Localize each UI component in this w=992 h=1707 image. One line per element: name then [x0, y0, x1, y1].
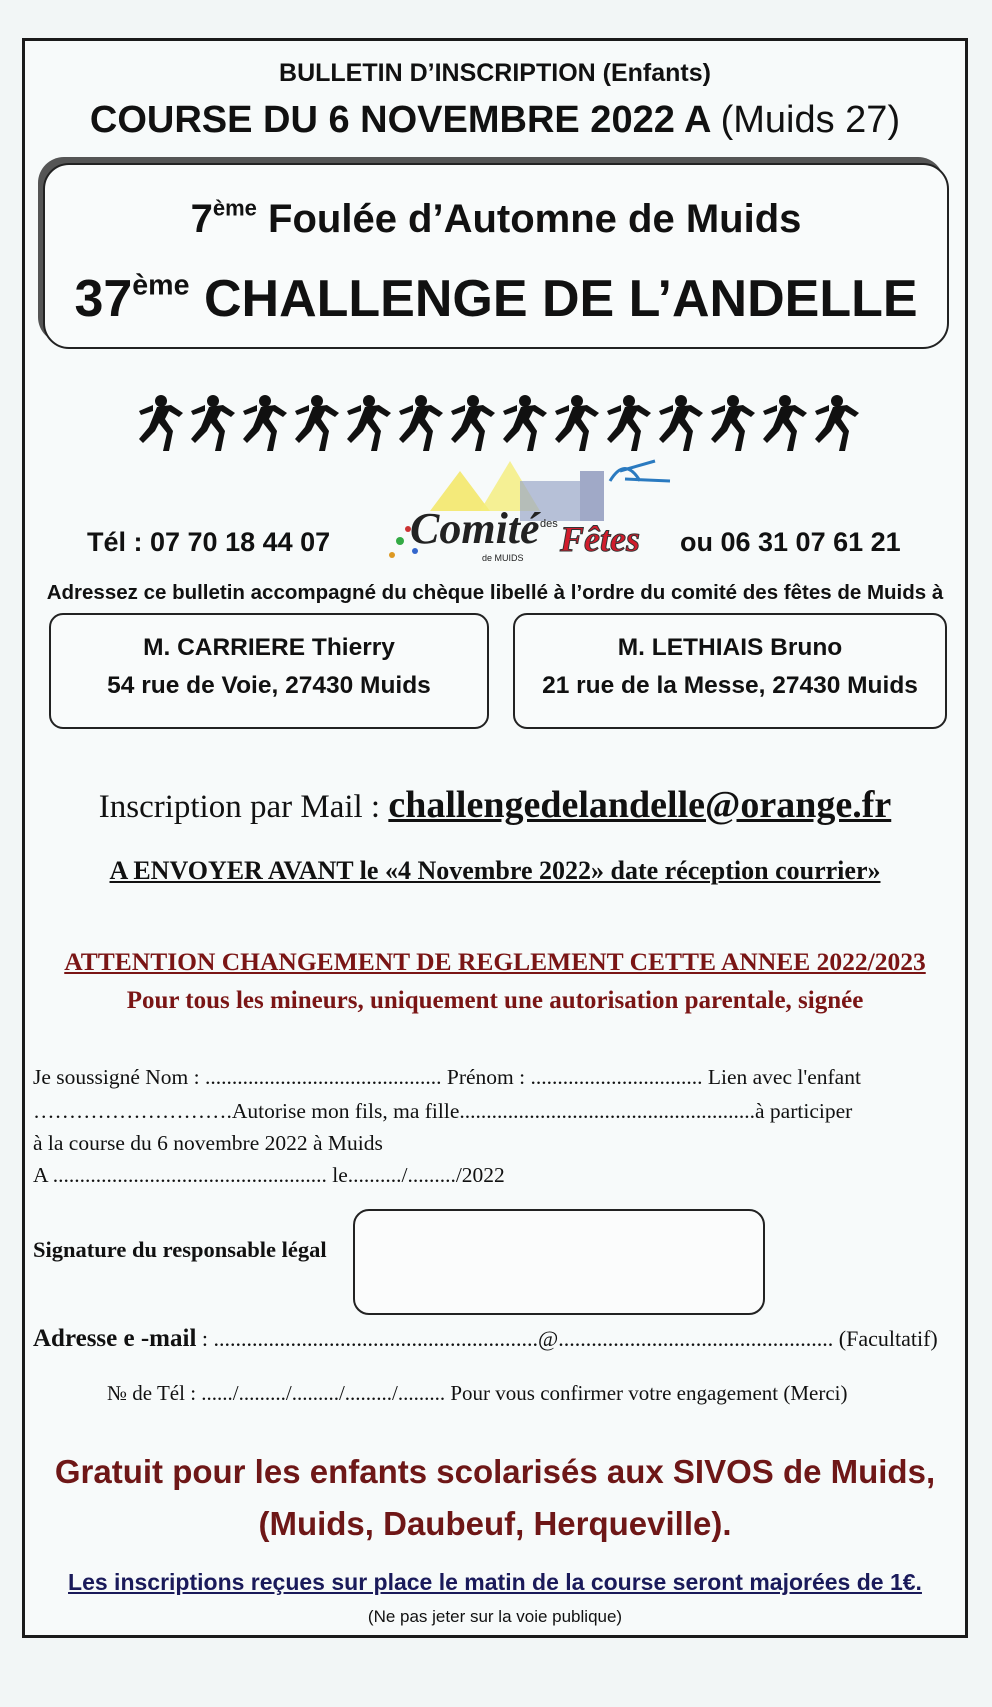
runner-icon [555, 395, 599, 451]
address-name: M. CARRIERE Thierry [143, 634, 395, 661]
foulee-text: Foulée d’Automne de Muids [256, 197, 802, 241]
course-date: COURSE DU 6 NOVEMBRE 2022 A [89, 99, 711, 141]
phone-field-line[interactable]: № de Tél : ....../........./........./........./......... Pour vous confirmer votre engagement (Merci) [107, 1381, 848, 1405]
form-line-name[interactable]: Je soussigné Nom : ............................................ Prénom : ................................ Lien avec l'enfant [33, 1065, 861, 1089]
bulletin-frame [22, 38, 968, 1638]
form-line-authorize[interactable]: ……………………….Autorise mon fils, ma fille.......................................................à participer [33, 1099, 853, 1123]
bulletin-heading: BULLETIN D’INSCRIPTION (Enfants) [279, 59, 711, 87]
course-place: (Muids 27) [720, 99, 901, 141]
address-street: 21 rue de la Messe, 27430 Muids [542, 672, 918, 699]
deadline-notice: A ENVOYER AVANT le «4 Novembre 2022» date réception courrier» [109, 856, 881, 885]
challenge-number: 37 [74, 270, 133, 328]
runner-icon [399, 395, 443, 451]
form-line-course: à la course du 6 novembre 2022 à Muids [33, 1131, 383, 1155]
foulee-number: 7 [190, 197, 213, 241]
address-name: M. LETHIAIS Bruno [617, 634, 843, 661]
runner-icon [347, 395, 391, 451]
logo-fetes-text: Fêtes [560, 519, 640, 559]
late-fee-notice: Les inscriptions reçues sur place le matin de la course seront majorées de 1€. [68, 1569, 922, 1595]
form-line-place-date[interactable]: A ................................................... le........../........./2022 [33, 1163, 505, 1187]
course-date-heading [25, 99, 965, 142]
runner-icon [607, 395, 651, 451]
email-dots: : ...........................................................@.................................................. (Facultatif) [196, 1326, 938, 1351]
runners-illustration [135, 391, 895, 453]
address-street: 54 rue de Voie, 27430 Muids [107, 672, 431, 699]
email-label: Adresse e -mail [33, 1325, 197, 1352]
runner-icon [503, 395, 547, 451]
free-entry-notice: Gratuit pour les enfants scolarisés aux SIVOS de Muids, [54, 1453, 936, 1490]
runner-icon [451, 395, 495, 451]
phone-number-1: Tél : 07 70 18 44 07 [87, 527, 331, 557]
address-box-lethiais [513, 613, 947, 729]
signature-box[interactable] [353, 1209, 765, 1315]
runner-icon [243, 395, 287, 451]
foulee-ordinal: ème [212, 195, 257, 221]
challenge-ordinal: ème [132, 269, 190, 302]
challenge-text: CHALLENGE DE L’ANDELLE [189, 270, 918, 328]
runner-icon [711, 395, 755, 451]
runner-icon [295, 395, 339, 451]
logo-comite-text: Comité [410, 504, 540, 553]
mail-registration-line [25, 783, 965, 827]
runner-icon [191, 395, 235, 451]
phone-number-2: ou 06 31 07 61 21 [680, 527, 901, 557]
runner-icon [815, 395, 859, 451]
foulee-title [45, 197, 947, 242]
runner-icon [659, 395, 703, 451]
event-title-box [43, 163, 949, 349]
registration-email-link[interactable]: challengedelandelle@orange.fr [388, 784, 892, 826]
disposal-notice: (Ne pas jeter sur la voie publique) [367, 1607, 623, 1626]
challenge-title [45, 269, 947, 329]
attention-title: ATTENTION CHANGEMENT DE REGLEMENT CETTE ANNEE 2022/2023 [64, 947, 926, 976]
signature-label: Signature du responsable légal [33, 1237, 327, 1262]
attention-subtitle: Pour tous les mineurs, uniquement une autorisation parentale, signée [126, 987, 864, 1014]
email-field-line[interactable] [33, 1325, 938, 1353]
comite-des-fetes-logo [370, 451, 690, 581]
runner-icon [139, 395, 183, 451]
logo-muids-text: de MUIDS [482, 553, 524, 563]
communes-list: (Muids, Daubeuf, Herqueville). [258, 1505, 732, 1542]
send-instructions: Adressez ce bulletin accompagné du chèque libellé à l’ordre du comité des fêtes de Muids à [46, 581, 944, 604]
logo-des-text: des [540, 518, 558, 530]
mail-label: Inscription par Mail : [98, 789, 389, 825]
address-box-carriere [49, 613, 489, 729]
runner-icon [763, 395, 807, 451]
